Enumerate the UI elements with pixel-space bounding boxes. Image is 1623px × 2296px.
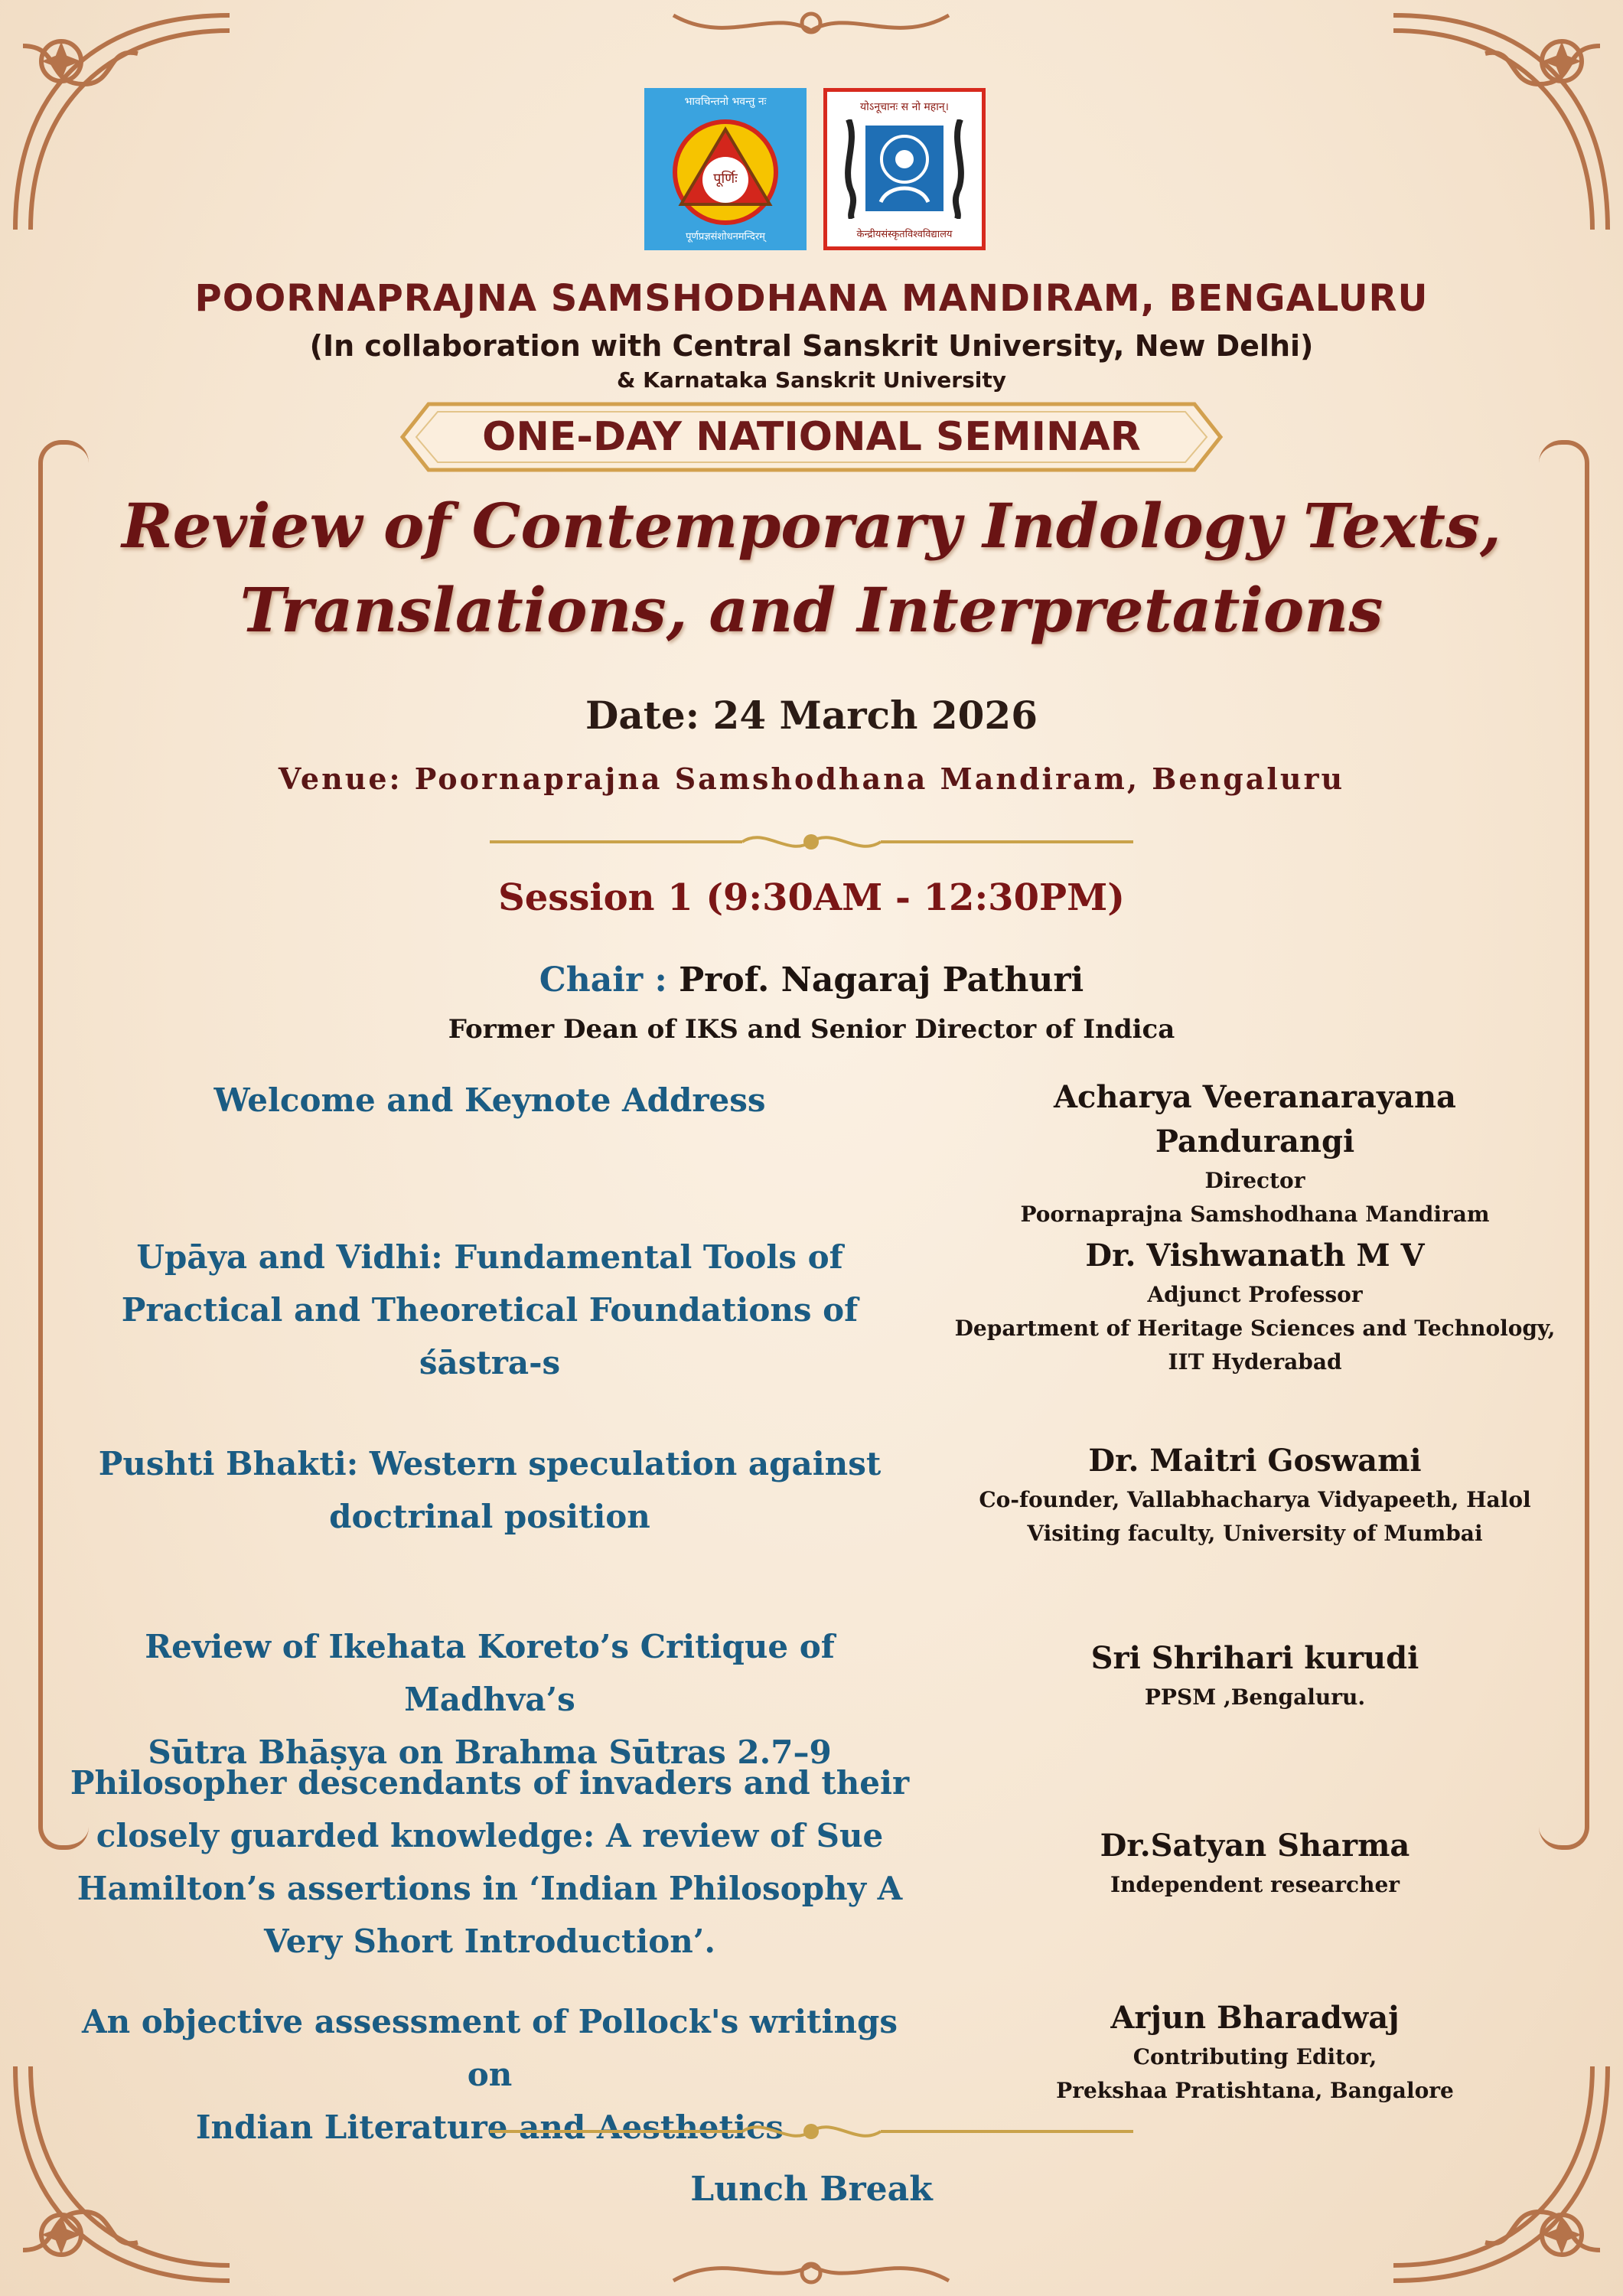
gold-divider-top <box>490 823 1133 861</box>
gold-divider-bottom <box>490 2112 1133 2151</box>
speaker-affiliation: Contributing Editor, <box>1133 2044 1377 2069</box>
speaker-block <box>949 1439 1561 1551</box>
collaboration-line: (In collaboration with Central Sanskrit University, New Delhi) <box>309 329 1314 363</box>
speaker-affiliation: IIT Hyderabad <box>1168 1349 1342 1375</box>
talk-title: Upāya and Vidhi: Fundamental Tools of Practical and Theoretical Foundations of śāstra-s <box>121 1238 859 1381</box>
speaker-affiliation: Adjunct Professor <box>1147 1282 1363 1307</box>
speaker-name: Acharya Veeranarayana Pandurangi <box>1054 1079 1456 1159</box>
speaker-name: Dr. Vishwanath M V <box>1085 1238 1425 1274</box>
corner-ornament-top-right <box>1378 0 1623 245</box>
csu-logo-top-text: योऽनूचानः स नो महान्। <box>860 101 949 113</box>
speaker-block <box>949 1075 1561 1231</box>
speaker-affiliation: Visiting faculty, University of Mumbai <box>1027 1521 1483 1546</box>
event-type-banner <box>398 400 1225 475</box>
speaker-name: Dr.Satyan Sharma <box>1100 1828 1410 1864</box>
talk-title: Welcome and Keynote Address <box>213 1081 766 1119</box>
ppsm-logo-center-text: पूर्णिः <box>713 171 738 187</box>
speaker-block <box>949 1824 1561 1902</box>
bottom-flourish <box>666 2242 957 2296</box>
session-title: Session 1 (9:30AM - 12:30PM) <box>498 876 1125 919</box>
corner-ornament-top-left <box>0 0 245 245</box>
talk-title: Pushti Bhakti: Western speculation against doctrinal position <box>98 1445 882 1535</box>
csu-logo-bottom-text: केन्द्रीयसंस्कृतविश्वविद्यालय <box>856 229 953 240</box>
top-flourish <box>666 0 957 54</box>
ppsm-logo-bottom-text: पूर्णप्रज्ञसंशोधनमन्दिरम् <box>686 231 765 243</box>
ppsm-logo-top-text: भावचिन्तनो भवन्तु नः <box>684 96 767 108</box>
speaker-block <box>949 1234 1561 1379</box>
event-type-label: ONE-DAY NATIONAL SEMINAR <box>482 414 1141 460</box>
speaker-affiliation: Poornaprajna Samshodhana Mandiram <box>1020 1202 1490 1227</box>
speaker-name: Dr. Maitri Goswami <box>1088 1443 1422 1479</box>
organizer-title: POORNAPRAJNA SAMSHODHANA MANDIRAM, BENGALURU <box>194 277 1429 320</box>
talk-title: Philosopher descendants of invaders and their closely guarded knowledge: A review of Sue Hamilton’s assertions in ‘Indian Philosophy A Very Short Introduction’. <box>70 1764 910 1960</box>
collaboration-line-2: & Karnataka Sanskrit University <box>617 367 1006 393</box>
chair-role: Former Dean of IKS and Senior Director of Indica <box>448 1014 1175 1045</box>
speaker-affiliation: Co-founder, Vallabhacharya Vidyapeeth, Halol <box>979 1487 1531 1512</box>
chair-name: Prof. Nagaraj Pathuri <box>679 960 1084 1000</box>
seminar-title-line-1: Review of Contemporary Indology Texts, <box>122 490 1501 562</box>
chair-line <box>0 960 1623 1000</box>
speaker-block <box>949 1996 1561 2108</box>
talk-title: An objective assessment of Pollock's writings on Indian Literature and Aesthetics <box>82 2003 898 2146</box>
talk-title: Review of Ikehata Koreto’s Critique of Madhva’s Sūtra Bhāṣya on Brahma Sūtras 2.7–9 <box>145 1628 835 1771</box>
chair-label: Chair : <box>539 960 667 1000</box>
ppsm-logo <box>644 88 807 250</box>
lunch-break-label: Lunch Break <box>690 2170 933 2209</box>
speaker-affiliation: Independent researcher <box>1110 1872 1400 1897</box>
csu-emblem-icon <box>842 119 966 219</box>
speaker-block <box>949 1636 1561 1714</box>
speaker-affiliation: Director <box>1204 1168 1305 1193</box>
speaker-affiliation: PPSM ,Bengaluru. <box>1144 1684 1366 1710</box>
event-date: Date: 24 March 2026 <box>585 693 1038 738</box>
csu-logo <box>823 88 986 250</box>
seminar-title-line-2: Translations, and Interpretations <box>240 574 1383 646</box>
speaker-affiliation: Department of Heritage Sciences and Technology, <box>954 1316 1556 1341</box>
event-venue: Venue: Poornaprajna Samshodhana Mandiram, Bengaluru <box>278 762 1345 796</box>
speaker-affiliation: Prekshaa Pratishtana, Bangalore <box>1056 2078 1454 2103</box>
speaker-name: Arjun Bharadwaj <box>1110 2000 1400 2036</box>
speaker-name: Sri Shrihari kurudi <box>1090 1640 1419 1676</box>
